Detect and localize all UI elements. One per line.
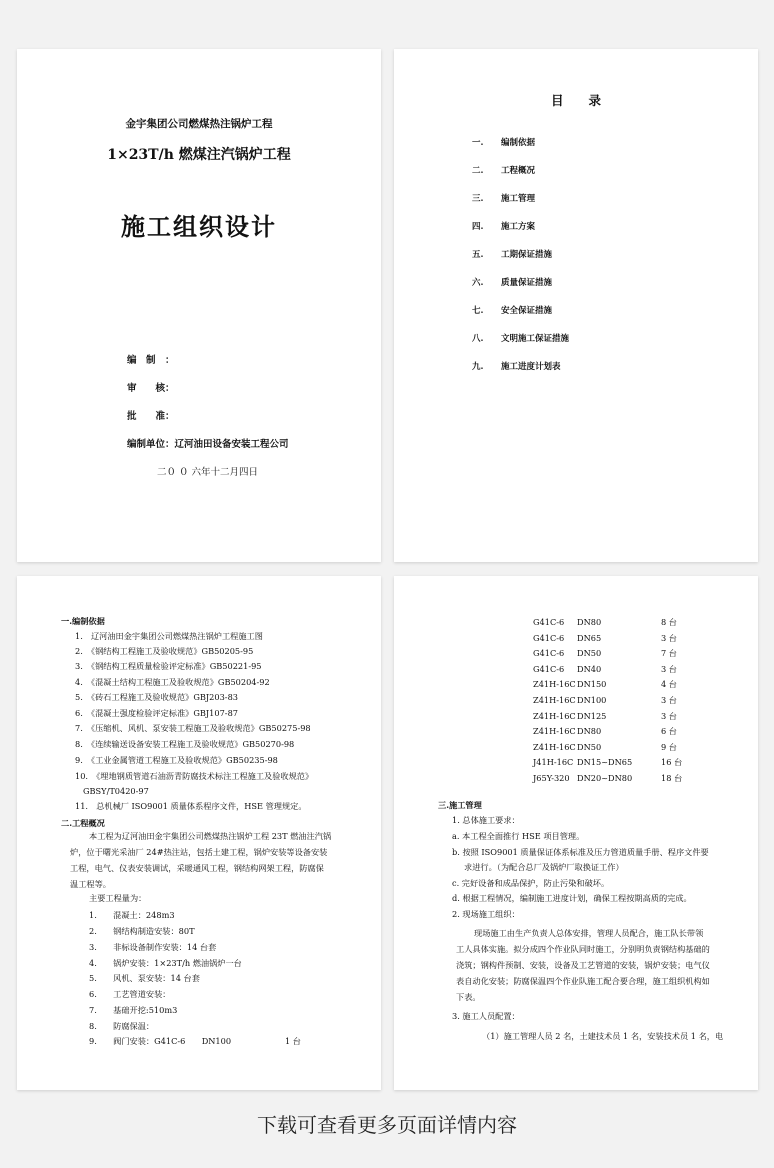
valve-model: Z41H-16C: [533, 695, 576, 705]
field-label: 审 核：: [127, 383, 175, 394]
toc-number: 九.: [472, 362, 484, 372]
toc-item: [472, 164, 535, 176]
text-line: 3. 非标设备制作安装：14 台套: [89, 942, 217, 952]
text-line: 2. 《钢结构工程施工及验收规范》GB50205-95: [75, 646, 254, 656]
valve-qty: 3 台: [661, 695, 677, 705]
section-heading: 二.工程概况: [61, 818, 105, 828]
text-line: 表自动化安装；防腐保温四个作业队施工配合要合理，施工组织机构如: [456, 976, 710, 986]
toc-number: 三.: [472, 194, 484, 204]
toc-item: [472, 192, 535, 204]
approver-field: [127, 408, 175, 422]
valve-qty: 9 台: [661, 741, 677, 752]
text-line: 10. 《埋地钢质管道石油沥青防腐技术标注工程施工及验收规范》: [75, 771, 314, 781]
toc-title: 目 录: [550, 93, 601, 108]
valve-size: DN65: [577, 632, 602, 643]
field-label: 编 制 ：: [127, 355, 175, 366]
text-line: 现场施工由生产负责人总体安排，管理人员配合，施工队长带领: [474, 928, 704, 938]
text-line: 1. 总体施工要求：: [452, 815, 520, 825]
text-line: 5. 《砖石工程施工及验收规范》GBJ203-83: [75, 692, 238, 702]
valve-size: DN150: [577, 679, 607, 690]
toc-item: [472, 304, 552, 316]
text-line: 5. 风机、泵安装：14 台套: [89, 973, 200, 983]
text-line: 1 台: [285, 1036, 301, 1046]
valve-model: J65Y-320: [533, 773, 570, 783]
text-line: 9. 《工业金属管道工程施工及验收规范》GB50235-98: [75, 755, 278, 765]
text-line: 求进行。（为配合总厂及锅炉厂取换证工作）: [464, 862, 624, 872]
valve-model: Z41H-16C: [533, 710, 576, 721]
content-page-1: [17, 576, 381, 1090]
text-line: d. 根据工程情况，编制施工进度计划，确保工程按期高质的完成。: [452, 893, 692, 903]
valve-qty: 3 台: [661, 663, 677, 674]
section-heading: 一.编制依据: [61, 616, 105, 626]
toc-page: [394, 49, 758, 562]
field-label: 批 准：: [127, 411, 175, 422]
toc-number: 五.: [472, 250, 484, 260]
text-line: 主要工程量为：: [89, 893, 147, 903]
valve-qty: 16 台: [661, 757, 683, 768]
company-title: 金宇集团公司燃煤热注锅炉工程: [125, 118, 273, 130]
valve-qty: 6 台: [661, 726, 677, 737]
valve-model: G41C-6: [533, 617, 565, 627]
toc-item: [472, 248, 552, 260]
toc-number: 一.: [472, 138, 484, 148]
toc-label: 工期保证措施: [501, 250, 553, 260]
valve-size: DN50: [577, 741, 602, 752]
text-line: 7. 《压缩机、风机、泵安装工程施工及验收规范》GB50275-98: [75, 723, 311, 733]
toc-item: [472, 136, 535, 148]
text-line: 4. 锅炉安装：1×23T/h 燃油锅炉一台: [89, 958, 242, 968]
valve-qty: 4 台: [661, 679, 677, 690]
valve-model: Z41H-16C: [533, 679, 576, 690]
valve-qty: 8 台: [661, 617, 677, 627]
valve-model: G41C-6: [533, 648, 565, 659]
toc-number: 四.: [472, 222, 484, 232]
text-line: 2. 钢结构制造安装：80T: [89, 926, 195, 936]
document-date: 二０ ０ 六年十二月四日: [157, 467, 259, 478]
text-line: 8. 《连续输送设备安装工程施工及验收规范》GB50270-98: [75, 739, 295, 749]
text-line: b. 按照 ISO9001 质量保证体系标准及压力管道质量手册、程序文件要: [452, 847, 709, 857]
toc-label: 安全保证措施: [501, 306, 553, 316]
toc-item: [472, 220, 535, 232]
valve-size: DN80: [577, 617, 602, 627]
text-line: 6. 《混凝土强度检验评定标准》GBJ107-87: [75, 708, 238, 718]
cover-page: [17, 49, 381, 562]
valve-model: Z41H-16C: [533, 741, 576, 752]
valve-size: DN40: [577, 663, 602, 674]
text-line: 6. 工艺管道安装：: [89, 989, 171, 999]
valve-size: DN125: [577, 710, 607, 721]
toc-label: 编制依据: [501, 138, 536, 148]
valve-qty: 7 台: [661, 648, 677, 659]
field-label: 编制单位：: [127, 439, 175, 450]
valve-model: G41C-6: [533, 663, 565, 674]
toc-number: 二.: [472, 166, 484, 176]
valve-size: DN15~DN65: [577, 757, 633, 768]
toc-label: 施工进度计划表: [501, 362, 561, 372]
toc-label: 工程概况: [501, 166, 536, 176]
text-line: 9. 阀门安装：G41C-6 DN100: [89, 1036, 232, 1046]
text-line: （1）施工管理人员 2 名，土建技术员 1 名，安装技术员 1 名，电: [482, 1031, 724, 1041]
field-value: 辽河油田设备安装工程公司: [174, 439, 289, 450]
text-line: 工程，电气、仪表安装调试，采暖通风工程，钢结构网架工程，防腐保: [70, 863, 324, 873]
text-line: 2. 现场施工组织：: [452, 909, 520, 919]
toc-item: [472, 360, 561, 372]
unit-field: [127, 436, 289, 450]
content-page-2: [394, 576, 758, 1090]
text-line: 11. 总机械厂 ISO9001 质量体系程序文件，HSE 管理规定。: [75, 801, 307, 811]
valve-size: DN80: [577, 726, 602, 737]
toc-label: 文明施工保证措施: [501, 334, 570, 344]
section-heading: 三.施工管理: [438, 800, 482, 810]
text-line: 1. 辽河油田金宇集团公司燃煤热注锅炉工程施工图: [75, 631, 263, 641]
project-title: 1×23T/h 燃煤注汽锅炉工程: [107, 147, 291, 163]
document-title: 施工组织设计: [121, 212, 277, 241]
text-line: 温工程等。: [70, 879, 111, 889]
text-line: 4. 《混凝土结构工程施工及验收规范》GB50204-92: [75, 677, 270, 687]
toc-item: [472, 276, 552, 288]
download-prompt: 下载可查看更多页面详情内容: [257, 1113, 517, 1137]
valve-size: DN20~DN80: [577, 773, 633, 783]
valve-qty: 3 台: [661, 632, 677, 643]
text-line: 7. 基础开挖:510m3: [89, 1005, 178, 1015]
toc-item: [472, 332, 569, 344]
valve-size: DN50: [577, 648, 602, 659]
valve-qty: 3 台: [661, 710, 677, 721]
text-line: 1. 混凝土：248m3: [89, 910, 175, 920]
text-line: 浇筑；钢构件预制、安装，设备及工艺管道的安装，锅炉安装；电气仪: [456, 960, 710, 970]
toc-number: 六.: [472, 278, 484, 288]
valve-model: G41C-6: [533, 632, 565, 643]
text-line: 3. 《钢结构工程质量检验评定标准》GB50221-95: [75, 661, 262, 671]
text-line: GBSY/T0420-97: [83, 786, 149, 796]
toc-label: 施工管理: [501, 194, 536, 204]
valve-model: J41H-16C: [533, 757, 574, 768]
valve-qty: 18 台: [661, 773, 683, 783]
text-line: 炉，位于曙光采油厂 24#热注站，包括土建工程，锅炉安装等设备安装: [70, 847, 328, 857]
text-line: a. 本工程全面推行 HSE 项目管理。: [452, 831, 585, 841]
toc-number: 八.: [472, 334, 484, 344]
text-line: 8. 防腐保温：: [89, 1021, 155, 1031]
toc-label: 施工方案: [501, 222, 536, 232]
text-line: 3. 施工人员配置：: [452, 1011, 520, 1021]
reviewer-field: [127, 380, 175, 394]
valve-size: DN100: [577, 695, 607, 705]
toc-label: 质量保证措施: [501, 278, 553, 288]
text-line: c. 完好设备和成品保护，防止污染和破坏。: [452, 878, 610, 888]
text-line: 下表。: [456, 992, 481, 1002]
valve-model: Z41H-16C: [533, 726, 576, 737]
compiler-field: [127, 352, 175, 366]
text-line: 工人具体实施。拟分成四个作业队同时施工，分别明负责钢结构基础的: [456, 944, 710, 954]
toc-number: 七.: [472, 306, 484, 316]
text-line: 本工程为辽河油田金宇集团公司燃煤热注锅炉工程 23T 燃油注汽锅: [89, 831, 332, 841]
